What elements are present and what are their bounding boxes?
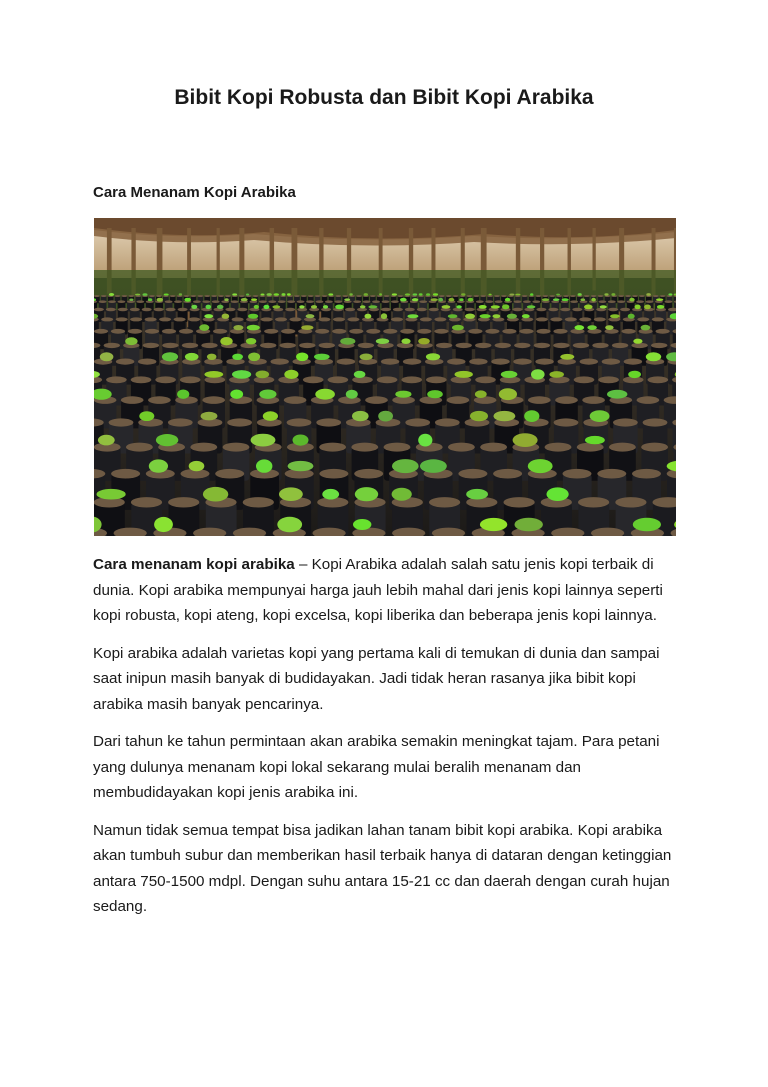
coffee-seedling-nursery-photo (94, 218, 676, 536)
document-title: Bibit Kopi Robusta dan Bibit Kopi Arabika (174, 86, 594, 109)
paragraph-1 (93, 552, 683, 629)
paragraph-2: Kopi arabika adalah varietas kopi yang pertama kali di temukan di dunia dan sampai saat inipun masih banyak di budidayakan. Jadi tidak heran rasanya jika bibit kopi arabika masih banyak pencarinya. (93, 644, 660, 713)
paragraph-3: Dari tahun ke tahun permintaan akan arabika semakin meningkat tajam. Para petani yang dulunya menanam kopi lokal sekarang mulai beralih menanam dan membudidayakan kopi jenis arabika ini. (93, 733, 660, 801)
paragraph-1-lead: Cara menanam kopi arabika (93, 556, 295, 573)
paragraph-4: Namun tidak semua tempat bisa jadikan lahan tanam bibit kopi arabika. Kopi arabika akan tumbuh subur dan memberikan hasil terbaik hanya di dataran dengan ketinggian antara 750-1500 mdpl. Dengan suhu antara 15-21 cc dan daerah dengan curah hujan sedang. (93, 821, 672, 915)
article-body (93, 552, 683, 932)
section-heading: Cara Menanam Kopi Arabika (93, 184, 296, 201)
paragraph-1-text: – Kopi Arabika adalah salah satu jenis kopi terbaik di dunia. Kopi arabika mempunyai harga jauh lebih mahal dari jenis kopi lainnya seperti kopi robusta, kopi ateng, kopi excelsa, kopi liberika dan beberapa jenis kopi lainnya. (93, 556, 663, 624)
